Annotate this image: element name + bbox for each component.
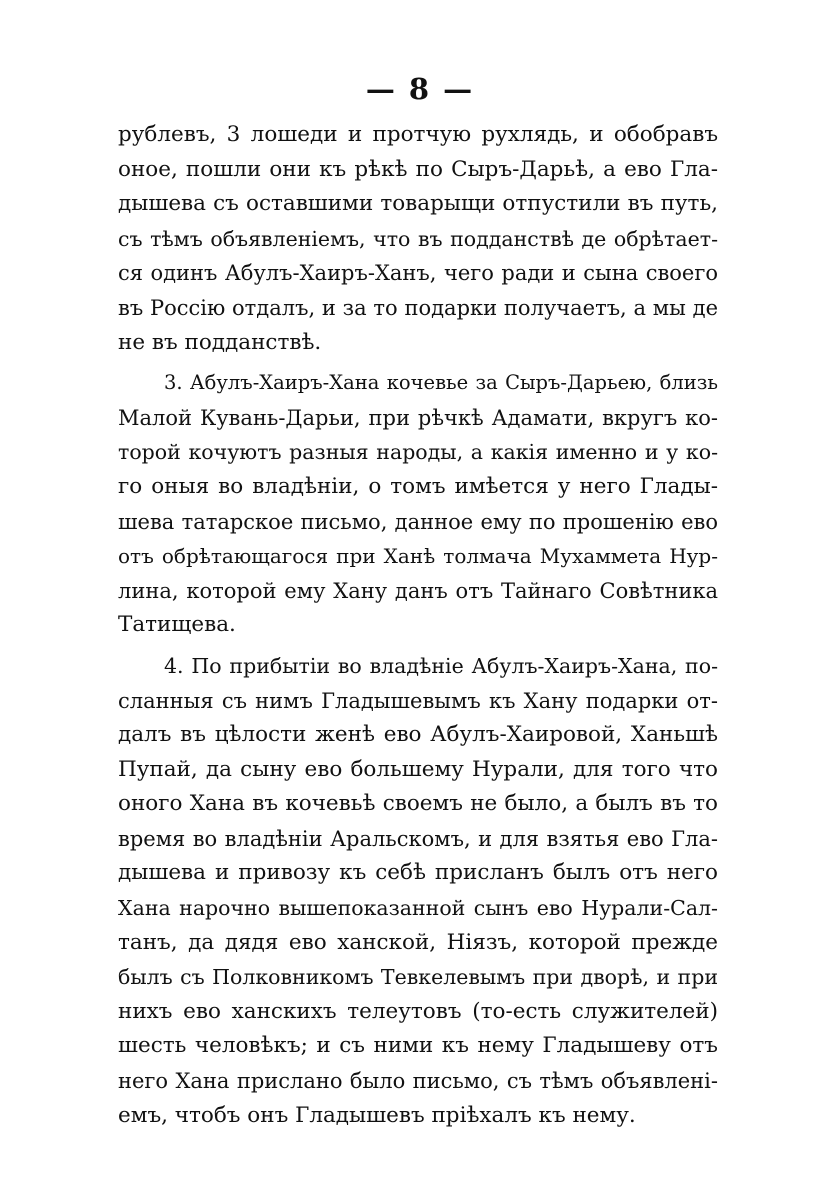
paragraph-1: [118, 118, 718, 360]
text-line: съ тѣмъ объявленіемъ, что въ подданствѣ де обрѣтает-: [118, 226, 718, 251]
text-line: Пупай, да сыну ево большему Нурали, для того что: [118, 756, 718, 782]
text-line: былъ съ Полковникомъ Тевкелевымъ при дворѣ, и при: [118, 965, 718, 990]
text-line: 3. Абулъ-Хаиръ-Хана кочевье за Сыръ-Дарьею, близь: [164, 371, 718, 395]
paragraph-3: [118, 649, 718, 1133]
text-line: Хана нарочно вышепоказанной сынъ ево Нурали-Сал-: [118, 896, 718, 921]
text-line: рублевъ, 3 лошеди и протчую рухлядь, и обобравъ: [118, 122, 718, 147]
text-line: торой кочуютъ разныя народы, а какія именно и у ко-: [118, 440, 718, 465]
page-text: [118, 118, 718, 1133]
text-line: шева татарское письмо, данное ему по прошенію ево: [118, 509, 718, 534]
text-line: танъ, да дядя ево ханской, Ніязъ, которой прежде: [118, 929, 718, 955]
text-line: отъ обрѣтающагося при Ханѣ толмача Мухаммета Нур-: [118, 544, 718, 569]
text-line: не въ подданствѣ.: [118, 329, 322, 355]
text-line: емъ, чтобъ онъ Гладышевъ пріѣхалъ къ нему.: [118, 1102, 636, 1128]
text-line: оного Хана въ кочевьѣ своемъ не было, а былъ въ то: [118, 791, 718, 817]
text-line: Малой Кувань-Дарьи, при рѣчкѣ Адамати, вкругъ ко-: [118, 405, 718, 430]
text-line: дышева и привозу къ себѣ присланъ былъ отъ него: [118, 860, 718, 886]
text-line: ся одинъ Абулъ-Хаиръ-Ханъ, чего ради и сына своего: [118, 261, 718, 286]
text-line: далъ въ цѣлости женѣ ево Абулъ-Хаировой, Ханьшѣ: [118, 722, 718, 748]
paragraph-2: [118, 366, 718, 643]
text-line: го оныя во владѣніи, о томъ имѣется у него Глады-: [118, 473, 718, 499]
text-line: Татищева.: [118, 612, 236, 638]
text-line: нихъ ево ханскихъ телеутовъ (то-есть служителей): [118, 998, 718, 1024]
text-line: шесть человѣкъ; и съ ними къ нему Гладышеву отъ: [118, 1033, 718, 1059]
page-number: — 8 —: [365, 72, 475, 106]
text-line: въ Россію отдалъ, и за то подарки получаетъ, а мы де: [118, 295, 718, 320]
text-line: сланныя съ нимъ Гладышевымъ къ Хану подарки от-: [118, 688, 718, 713]
text-line: оное, пошли они къ рѣкѣ по Сыръ-Дарьѣ, а ево Гла-: [118, 156, 718, 182]
text-line: него Хана прислано было письмо, съ тѣмъ объявлені-: [118, 1069, 718, 1094]
text-line: 4. По прибытіи во владѣніе Абулъ-Хаиръ-Хана, по-: [164, 653, 718, 678]
text-line: время во владѣніи Аральскомъ, и для взятья ево Гла-: [118, 826, 718, 851]
text-line: дышева съ оставшими товарыщи отпустили въ путь,: [118, 191, 718, 217]
text-line: лина, которой ему Хану данъ отъ Тайнаго Совѣтника: [118, 578, 718, 603]
